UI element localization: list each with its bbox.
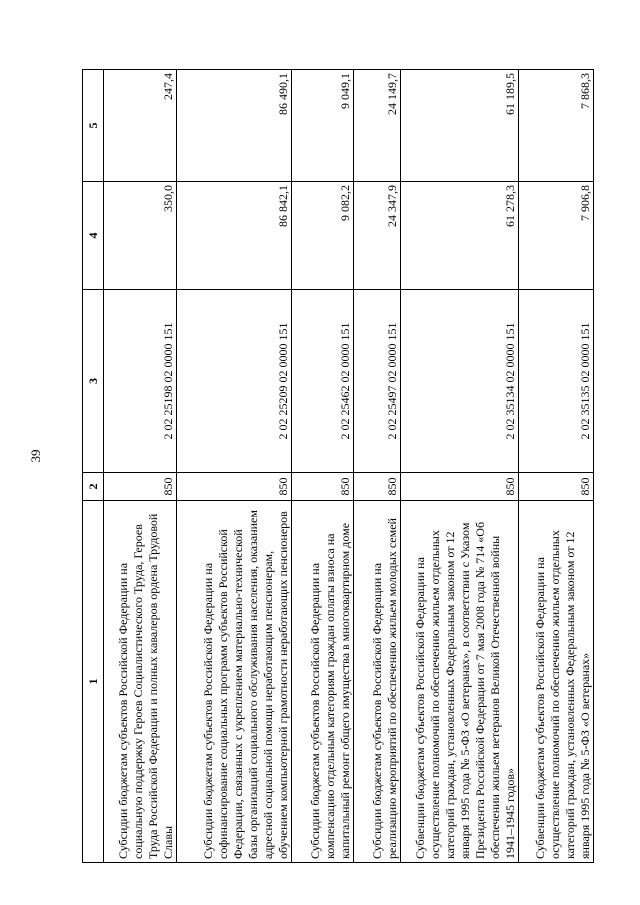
table-row	[104, 70, 177, 863]
row-value-col5: 9 049,1	[292, 70, 354, 182]
row-value-col5: 7 868,3	[519, 70, 594, 182]
row-value-col5: 24 149,7	[354, 70, 401, 182]
row-admin-code: 850	[401, 473, 519, 501]
row-value-col5: 247,4	[104, 70, 177, 182]
row-value-col4: 61 278,3	[401, 182, 519, 290]
row-description: Субсидии бюджетам субъектов Российской Федерации на социальную поддержку Героев Социалистического Труда, Героев Труда Российской Федерации и полных кавалеров ордена Трудовой Славы	[104, 501, 177, 863]
row-admin-code: 850	[354, 473, 401, 501]
row-admin-code: 850	[292, 473, 354, 501]
row-description: Субсидии бюджетам субъектов Российской Федерации на реализацию мероприятий по обеспечению жильем молодых семей	[354, 501, 401, 863]
header-col-2: 2	[83, 473, 104, 501]
row-value-col4: 86 842,1	[177, 182, 292, 290]
rotated-table-container	[82, 70, 592, 863]
row-value-col4: 7 906,8	[519, 182, 594, 290]
row-budget-code: 2 02 25462 02 0000 151	[292, 290, 354, 473]
budget-table	[82, 69, 594, 863]
row-budget-code: 2 02 35135 02 0000 151	[519, 290, 594, 473]
row-value-col4: 9 082,2	[292, 182, 354, 290]
table-row	[177, 70, 292, 863]
row-budget-code: 2 02 25209 02 0000 151	[177, 290, 292, 473]
row-description: Субвенции бюджетам субъектов Российской Федерации на осуществление полномочий по обеспечению жильем отдельных категорий граждан, установленных Федеральным законом от 12 января 1995 года № 5-ФЗ «О ветеранах»	[519, 501, 594, 863]
table-row	[401, 70, 519, 863]
row-budget-code: 2 02 25198 02 0000 151	[104, 290, 177, 473]
table-header-row	[83, 70, 104, 863]
header-col-5: 5	[83, 70, 104, 182]
header-col-1: 1	[83, 501, 104, 863]
row-description: Субсидии бюджетам субъектов Российской Федерации на компенсацию отдельным категориям граждан оплаты взноса на капитальный ремонт общего имущества в многоквартирном доме	[292, 501, 354, 863]
header-col-4: 4	[83, 182, 104, 290]
row-budget-code: 2 02 35134 02 0000 151	[401, 290, 519, 473]
row-value-col4: 24 347,9	[354, 182, 401, 290]
row-description: Субсидии бюджетам субъектов Российской Федерации на софинансирование социальных программ субъектов Российской Федерации, связанных с укреплением материально-технической базы организаций социального обслуживания населения, оказанием адресной социальной помощи неработающим пенсионерам, обучением компьютерной грамотности неработающих пенсионеров	[177, 501, 292, 863]
table-row	[519, 70, 594, 863]
table-row	[292, 70, 354, 863]
row-value-col5: 86 490,1	[177, 70, 292, 182]
row-value-col4: 350,0	[104, 182, 177, 290]
row-admin-code: 850	[177, 473, 292, 501]
header-col-3: 3	[83, 290, 104, 473]
table-row	[354, 70, 401, 863]
page-number: 39	[28, 449, 43, 463]
row-budget-code: 2 02 25497 02 0000 151	[354, 290, 401, 473]
row-description: Субвенции бюджетам субъектов Российской Федерации на осуществление полномочий по обеспечению жильем отдельных категорий граждан, установленных Федеральным законом от 12 января 1995 года № 5-ФЗ «О ветеранах», в соответствии с Указом Президента Российской Федерации от 7 мая 2008 года № 714 «Об обеспечении жильем ветеранов Великой Отечественной войны 1941–1945 годов»	[401, 501, 519, 863]
row-value-col5: 61 189,5	[401, 70, 519, 182]
row-admin-code: 850	[104, 473, 177, 501]
row-admin-code: 850	[519, 473, 594, 501]
